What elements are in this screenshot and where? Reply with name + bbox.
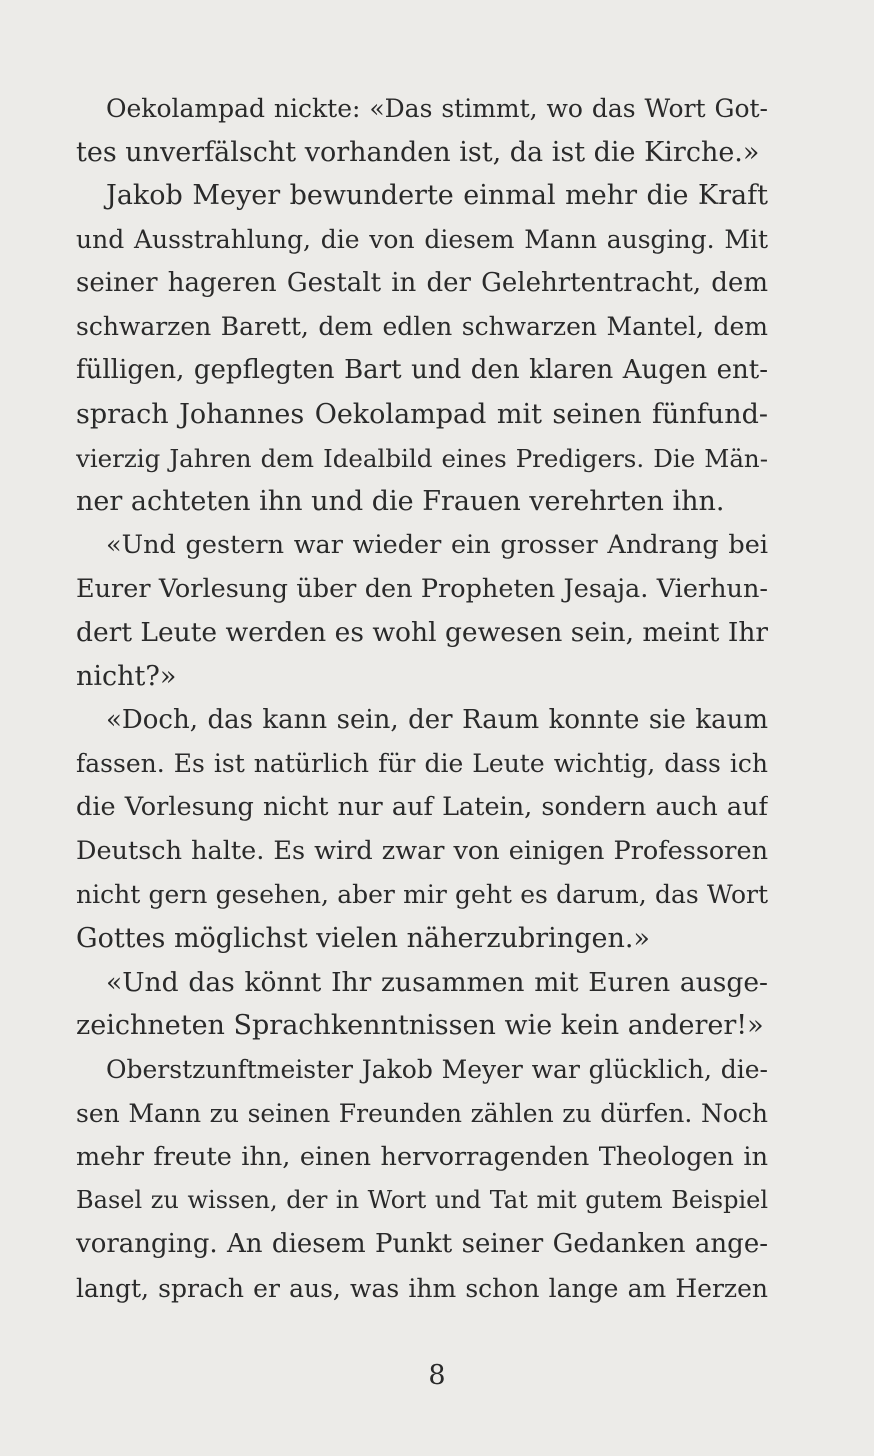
text-line: fülligen, gepflegten Bart und den klaren Augen ent-	[76, 355, 768, 386]
text-line: sprach Johannes Oekolampad mit seinen fünfund-	[76, 398, 768, 430]
text-line: nicht gern gesehen, aber mir geht es darum, das Wort	[76, 880, 768, 910]
text-line: «Und das könnt Ihr zusammen mit Euren ausge-	[106, 966, 768, 998]
text-line: voranging. An diesem Punkt seiner Gedanken ange-	[76, 1228, 768, 1259]
text-line: seiner hageren Gestalt in der Gelehrtentracht, dem	[76, 267, 768, 298]
text-line: Basel zu wissen, der in Wort und Tat mit gutem Beispiel	[76, 1186, 768, 1215]
text-line: Oekolampad nickte: «Das stimmt, wo das Wort Got-	[106, 94, 768, 123]
text-line: Jakob Meyer bewunderte einmal mehr die Kraft	[106, 180, 768, 212]
text-line: die Vorlesung nicht nur auf Latein, sondern auch auf	[76, 792, 768, 822]
text-line: Gottes möglichst vielen näherzubringen.»	[76, 923, 650, 955]
text-line: tes unverfälscht vorhanden ist, da ist die Kirche.»	[76, 136, 760, 168]
text-line: sen Mann zu seinen Freunden zählen zu dürfen. Noch	[76, 1098, 768, 1128]
text-line: mehr freute ihn, einen hervorragenden Theologen in	[76, 1141, 768, 1172]
page-number: 8	[428, 1360, 446, 1391]
text-line: schwarzen Barett, dem edlen schwarzen Mantel, dem	[76, 312, 768, 342]
text-line: «Doch, das kann sein, der Raum konnte sie kaum	[106, 704, 768, 735]
text-line: fassen. Es ist natürlich für die Leute wichtig, dass ich	[76, 749, 768, 779]
text-line: Deutsch halte. Es wird zwar von einigen Professoren	[76, 835, 768, 866]
text-line: langt, sprach er aus, was ihm schon lange am Herzen	[76, 1273, 768, 1303]
text-line: zeichneten Sprachkenntnissen wie kein anderer!»	[76, 1010, 764, 1042]
text-line: Oberstzunftmeister Jakob Meyer war glücklich, die-	[106, 1055, 768, 1085]
text-line: ner achteten ihn und die Frauen verehrten ihn.	[76, 486, 725, 518]
body-text	[76, 87, 768, 1310]
text-line: dert Leute werden es wohl gewesen sein, meint Ihr	[76, 617, 768, 649]
text-line: und Ausstrahlung, die von diesem Mann ausging. Mit	[76, 225, 768, 255]
text-line: Eurer Vorlesung über den Propheten Jesaja. Vierhun-	[76, 573, 768, 604]
text-line: «Und gestern war wieder ein grosser Andrang bei	[106, 529, 768, 560]
text-line: nicht?»	[76, 660, 177, 692]
text-line: vierzig Jahren dem Idealbild eines Predigers. Die Män-	[76, 443, 768, 473]
